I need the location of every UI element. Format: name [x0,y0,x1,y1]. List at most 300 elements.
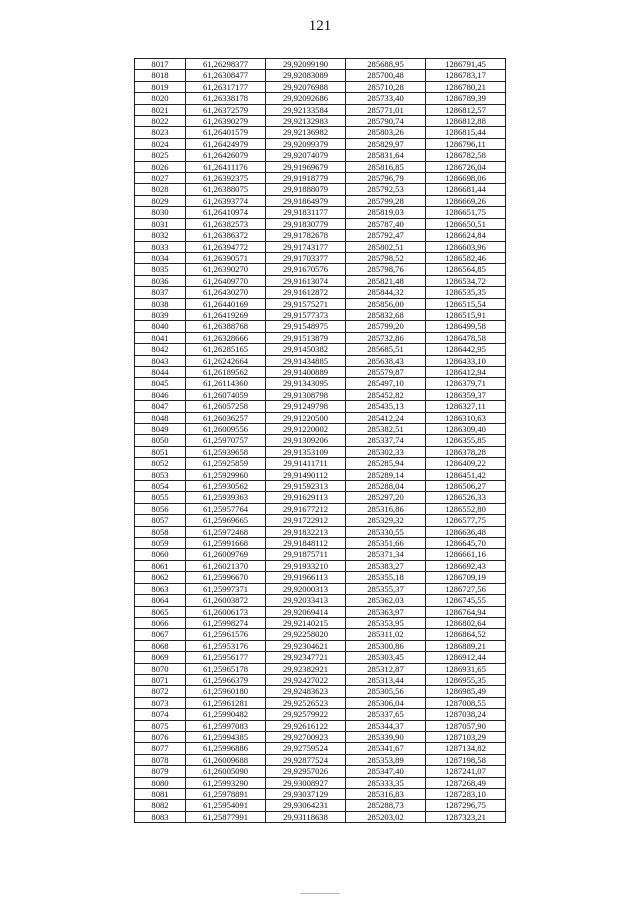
latitude-cell: 61,26338178 [186,93,266,104]
longitude-cell: 29,92132983 [266,116,346,127]
y-coordinate-cell: 1286789,39 [426,93,506,104]
x-coordinate-cell: 285362,03 [346,595,426,606]
y-coordinate-cell: 1286661,16 [426,549,506,560]
longitude-cell: 29,92877524 [266,754,346,765]
longitude-cell: 29,91831177 [266,207,346,218]
y-coordinate-cell: 1286603,96 [426,241,506,252]
x-coordinate-cell: 285337,65 [346,709,426,720]
y-coordinate-cell: 1286355,85 [426,435,506,446]
x-coordinate-cell: 285799,20 [346,321,426,332]
y-coordinate-cell: 1287323,21 [426,811,506,822]
x-coordinate-cell: 285316,83 [346,789,426,800]
x-coordinate-cell: 285313,44 [346,674,426,685]
x-coordinate-cell: 285383,27 [346,560,426,571]
x-coordinate-cell: 285363,97 [346,606,426,617]
table-row [135,59,506,70]
y-coordinate-cell: 1286359,37 [426,389,506,400]
longitude-cell: 29,91411711 [266,458,346,469]
latitude-cell: 61,26390279 [186,116,266,127]
table-row [135,560,506,571]
x-coordinate-cell: 285802,51 [346,241,426,252]
latitude-cell: 61,26114360 [186,378,266,389]
table-row [135,241,506,252]
point-number-cell: 8039 [135,309,186,320]
x-coordinate-cell: 285832,68 [346,309,426,320]
longitude-cell: 29,91832213 [266,526,346,537]
x-coordinate-cell: 285638,43 [346,355,426,366]
latitude-cell: 61,25993290 [186,777,266,788]
y-coordinate-cell: 1286650,51 [426,218,506,229]
point-number-cell: 8030 [135,207,186,218]
table-row [135,663,506,674]
point-number-cell: 8020 [135,93,186,104]
table-row [135,424,506,435]
latitude-cell: 61,25998274 [186,617,266,628]
page-number: 121 [308,18,332,34]
point-number-cell: 8082 [135,800,186,811]
longitude-cell: 29,93064231 [266,800,346,811]
x-coordinate-cell: 285330,55 [346,526,426,537]
x-coordinate-cell: 285311,02 [346,629,426,640]
latitude-cell: 61,26394772 [186,241,266,252]
point-number-cell: 8062 [135,572,186,583]
longitude-cell: 29,91490112 [266,469,346,480]
latitude-cell: 61,25991668 [186,538,266,549]
longitude-cell: 29,93118638 [266,811,346,822]
x-coordinate-cell: 285347,40 [346,766,426,777]
table-row [135,606,506,617]
x-coordinate-cell: 285355,37 [346,583,426,594]
y-coordinate-cell: 1286727,56 [426,583,506,594]
table-row [135,709,506,720]
latitude-cell: 61,26388075 [186,184,266,195]
longitude-cell: 29,91670576 [266,264,346,275]
latitude-cell: 61,25969665 [186,515,266,526]
x-coordinate-cell: 285710,28 [346,81,426,92]
table-row [135,275,506,286]
x-coordinate-cell: 285790,74 [346,116,426,127]
point-number-cell: 8056 [135,503,186,514]
longitude-cell: 29,92957026 [266,766,346,777]
y-coordinate-cell: 1286985,49 [426,686,506,697]
y-coordinate-cell: 1287296,75 [426,800,506,811]
longitude-cell: 29,91434885 [266,355,346,366]
point-number-cell: 8065 [135,606,186,617]
point-number-cell: 8040 [135,321,186,332]
latitude-cell: 61,25997371 [186,583,266,594]
x-coordinate-cell: 285821,48 [346,275,426,286]
longitude-cell: 29,91513879 [266,332,346,343]
point-number-cell: 8019 [135,81,186,92]
point-number-cell: 8043 [135,355,186,366]
y-coordinate-cell: 1286955,35 [426,674,506,685]
table-row [135,617,506,628]
table-row [135,116,506,127]
point-number-cell: 8063 [135,583,186,594]
y-coordinate-cell: 1286636,48 [426,526,506,537]
y-coordinate-cell: 1286577,75 [426,515,506,526]
point-number-cell: 8051 [135,446,186,457]
y-coordinate-cell: 1286552,80 [426,503,506,514]
x-coordinate-cell: 285412,24 [346,412,426,423]
x-coordinate-cell: 285799,28 [346,195,426,206]
table-row [135,789,506,800]
latitude-cell: 61,25956177 [186,652,266,663]
point-number-cell: 8022 [135,116,186,127]
table-row [135,652,506,663]
longitude-cell: 29,92099379 [266,138,346,149]
x-coordinate-cell: 285798,76 [346,264,426,275]
table-row [135,492,506,503]
point-number-cell: 8046 [135,389,186,400]
x-coordinate-cell: 285819,03 [346,207,426,218]
latitude-cell: 61,25966379 [186,674,266,685]
longitude-cell: 29,91918779 [266,173,346,184]
point-number-cell: 8076 [135,731,186,742]
x-coordinate-cell: 285685,51 [346,344,426,355]
table-row [135,526,506,537]
longitude-cell: 29,92140215 [266,617,346,628]
latitude-cell: 61,25990482 [186,709,266,720]
x-coordinate-cell: 285688,95 [346,59,426,70]
longitude-cell: 29,91309206 [266,435,346,446]
latitude-cell: 61,26189562 [186,366,266,377]
x-coordinate-cell: 285844,32 [346,287,426,298]
longitude-cell: 29,91782678 [266,230,346,241]
point-number-cell: 8058 [135,526,186,537]
latitude-cell: 61,26009556 [186,424,266,435]
point-number-cell: 8044 [135,366,186,377]
y-coordinate-cell: 1287198,58 [426,754,506,765]
longitude-cell: 29,91830779 [266,218,346,229]
y-coordinate-cell: 1287268,49 [426,777,506,788]
longitude-cell: 29,92483623 [266,686,346,697]
x-coordinate-cell: 285831,64 [346,150,426,161]
latitude-cell: 61,26424979 [186,138,266,149]
table-row [135,811,506,822]
point-number-cell: 8050 [135,435,186,446]
x-coordinate-cell: 285288,73 [346,800,426,811]
y-coordinate-cell: 1287103,29 [426,731,506,742]
x-coordinate-cell: 285339,90 [346,731,426,742]
point-number-cell: 8031 [135,218,186,229]
longitude-cell: 29,91220002 [266,424,346,435]
latitude-cell: 61,26003872 [186,595,266,606]
y-coordinate-cell: 1287057,90 [426,720,506,731]
latitude-cell: 61,25996886 [186,743,266,754]
x-coordinate-cell: 285435,13 [346,401,426,412]
x-coordinate-cell: 285353,89 [346,754,426,765]
table-row [135,674,506,685]
table-row [135,287,506,298]
x-coordinate-cell: 285203,02 [346,811,426,822]
latitude-cell: 61,25925859 [186,458,266,469]
latitude-cell: 61,26393774 [186,195,266,206]
table-row [135,412,506,423]
point-number-cell: 8078 [135,754,186,765]
x-coordinate-cell: 285288,04 [346,481,426,492]
table-row [135,321,506,332]
x-coordinate-cell: 285344,37 [346,720,426,731]
longitude-cell: 29,92382921 [266,663,346,674]
table-row [135,583,506,594]
latitude-cell: 61,26390270 [186,264,266,275]
y-coordinate-cell: 1286669,26 [426,195,506,206]
longitude-cell: 29,92033413 [266,595,346,606]
longitude-cell: 29,91864979 [266,195,346,206]
latitude-cell: 61,26382573 [186,218,266,229]
x-coordinate-cell: 285353,95 [346,617,426,628]
point-number-cell: 8061 [135,560,186,571]
table-row [135,207,506,218]
y-coordinate-cell: 1286780,21 [426,81,506,92]
y-coordinate-cell: 1286692,43 [426,560,506,571]
table-row [135,127,506,138]
point-number-cell: 8055 [135,492,186,503]
y-coordinate-cell: 1287283,10 [426,789,506,800]
y-coordinate-cell: 1286645,70 [426,538,506,549]
y-coordinate-cell: 1287038,24 [426,709,506,720]
y-coordinate-cell: 1286409,22 [426,458,506,469]
y-coordinate-cell: 1286651,75 [426,207,506,218]
longitude-cell: 29,91629113 [266,492,346,503]
latitude-cell: 61,25877991 [186,811,266,822]
latitude-cell: 61,25929960 [186,469,266,480]
y-coordinate-cell: 1286309,40 [426,424,506,435]
latitude-cell: 61,25939658 [186,446,266,457]
table-row [135,150,506,161]
longitude-cell: 29,91577373 [266,309,346,320]
point-number-cell: 8069 [135,652,186,663]
x-coordinate-cell: 285792,47 [346,230,426,241]
x-coordinate-cell: 285816,85 [346,161,426,172]
table-row [135,355,506,366]
latitude-cell: 61,25978891 [186,789,266,800]
longitude-cell: 29,92092686 [266,93,346,104]
longitude-cell: 29,91249798 [266,401,346,412]
table-row [135,481,506,492]
longitude-cell: 29,92099190 [266,59,346,70]
latitude-cell: 61,25939363 [186,492,266,503]
x-coordinate-cell: 285579,87 [346,366,426,377]
y-coordinate-cell: 1286782,58 [426,150,506,161]
point-number-cell: 8027 [135,173,186,184]
table-row [135,173,506,184]
x-coordinate-cell: 285733,40 [346,93,426,104]
longitude-cell: 29,91400889 [266,366,346,377]
table-row [135,503,506,514]
x-coordinate-cell: 285829,97 [346,138,426,149]
x-coordinate-cell: 285771,01 [346,104,426,115]
x-coordinate-cell: 285341,67 [346,743,426,754]
y-coordinate-cell: 1286624,84 [426,230,506,241]
latitude-cell: 61,26401579 [186,127,266,138]
longitude-cell: 29,91703377 [266,252,346,263]
latitude-cell: 61,26372579 [186,104,266,115]
latitude-cell: 61,25930562 [186,481,266,492]
y-coordinate-cell: 1286912,44 [426,652,506,663]
latitude-cell: 61,25997083 [186,720,266,731]
point-number-cell: 8035 [135,264,186,275]
y-coordinate-cell: 1286378,28 [426,446,506,457]
point-number-cell: 8033 [135,241,186,252]
table-row [135,378,506,389]
point-number-cell: 8049 [135,424,186,435]
longitude-cell: 29,92258020 [266,629,346,640]
x-coordinate-cell: 285732,86 [346,332,426,343]
x-coordinate-cell: 285700,48 [346,70,426,81]
x-coordinate-cell: 285303,45 [346,652,426,663]
x-coordinate-cell: 285306,04 [346,697,426,708]
table-row [135,629,506,640]
point-number-cell: 8053 [135,469,186,480]
y-coordinate-cell: 1286582,46 [426,252,506,263]
table-row [135,230,506,241]
latitude-cell: 61,25957764 [186,503,266,514]
longitude-cell: 29,92083089 [266,70,346,81]
latitude-cell: 61,26411176 [186,161,266,172]
longitude-cell: 29,91743177 [266,241,346,252]
longitude-cell: 29,92133584 [266,104,346,115]
latitude-cell: 61,25994385 [186,731,266,742]
table-row [135,81,506,92]
x-coordinate-cell: 285355,18 [346,572,426,583]
coordinates-table-body [135,59,506,823]
table-row [135,697,506,708]
table-row [135,309,506,320]
point-number-cell: 8059 [135,538,186,549]
latitude-cell: 61,26440169 [186,298,266,309]
point-number-cell: 8028 [135,184,186,195]
latitude-cell: 61,26285165 [186,344,266,355]
table-row [135,252,506,263]
y-coordinate-cell: 1286796,11 [426,138,506,149]
y-coordinate-cell: 1286327,11 [426,401,506,412]
point-number-cell: 8073 [135,697,186,708]
y-coordinate-cell: 1286310,63 [426,412,506,423]
y-coordinate-cell: 1286745,55 [426,595,506,606]
point-number-cell: 8036 [135,275,186,286]
point-number-cell: 8018 [135,70,186,81]
table-row [135,515,506,526]
point-number-cell: 8075 [135,720,186,731]
latitude-cell: 61,26410974 [186,207,266,218]
x-coordinate-cell: 285452,82 [346,389,426,400]
longitude-cell: 29,92076988 [266,81,346,92]
point-number-cell: 8021 [135,104,186,115]
y-coordinate-cell: 1286931,65 [426,663,506,674]
longitude-cell: 29,91888079 [266,184,346,195]
latitude-cell: 61,26388768 [186,321,266,332]
y-coordinate-cell: 1286709,19 [426,572,506,583]
point-number-cell: 8041 [135,332,186,343]
table-row [135,104,506,115]
point-number-cell: 8032 [135,230,186,241]
x-coordinate-cell: 285796,79 [346,173,426,184]
longitude-cell: 29,92000313 [266,583,346,594]
point-number-cell: 8034 [135,252,186,263]
x-coordinate-cell: 285787,40 [346,218,426,229]
longitude-cell: 29,91612872 [266,287,346,298]
longitude-cell: 29,91677212 [266,503,346,514]
point-number-cell: 8080 [135,777,186,788]
point-number-cell: 8068 [135,640,186,651]
point-number-cell: 8045 [135,378,186,389]
table-row [135,469,506,480]
table-row [135,686,506,697]
y-coordinate-cell: 1286815,44 [426,127,506,138]
table-row [135,218,506,229]
longitude-cell: 29,92074079 [266,150,346,161]
longitude-cell: 29,92579922 [266,709,346,720]
point-number-cell: 8024 [135,138,186,149]
table-row [135,777,506,788]
y-coordinate-cell: 1286526,33 [426,492,506,503]
point-number-cell: 8057 [135,515,186,526]
latitude-cell: 61,26392375 [186,173,266,184]
table-row [135,572,506,583]
point-number-cell: 8081 [135,789,186,800]
table-row [135,344,506,355]
y-coordinate-cell: 1286864,52 [426,629,506,640]
table-row [135,538,506,549]
y-coordinate-cell: 1286698,06 [426,173,506,184]
table-row [135,184,506,195]
latitude-cell: 61,26009688 [186,754,266,765]
y-coordinate-cell: 1286433,10 [426,355,506,366]
latitude-cell: 61,25954091 [186,800,266,811]
latitude-cell: 61,25961281 [186,697,266,708]
latitude-cell: 61,25972468 [186,526,266,537]
point-number-cell: 8060 [135,549,186,560]
y-coordinate-cell: 1286534,72 [426,275,506,286]
latitude-cell: 61,26426079 [186,150,266,161]
latitude-cell: 61,26057258 [186,401,266,412]
x-coordinate-cell: 285305,56 [346,686,426,697]
point-number-cell: 8071 [135,674,186,685]
y-coordinate-cell: 1287241,07 [426,766,506,777]
x-coordinate-cell: 285329,32 [346,515,426,526]
latitude-cell: 61,25970757 [186,435,266,446]
point-number-cell: 8072 [135,686,186,697]
y-coordinate-cell: 1286802,64 [426,617,506,628]
latitude-cell: 61,26409770 [186,275,266,286]
latitude-cell: 61,26328666 [186,332,266,343]
longitude-cell: 29,92616122 [266,720,346,731]
point-number-cell: 8066 [135,617,186,628]
longitude-cell: 29,91848112 [266,538,346,549]
latitude-cell: 61,26390571 [186,252,266,263]
table-row [135,298,506,309]
table-row [135,93,506,104]
table-row [135,446,506,457]
longitude-cell: 29,91722912 [266,515,346,526]
y-coordinate-cell: 1286681,44 [426,184,506,195]
footer-rule [300,893,340,894]
latitude-cell: 61,25996670 [186,572,266,583]
latitude-cell: 61,25961576 [186,629,266,640]
table-row [135,389,506,400]
longitude-cell: 29,91875711 [266,549,346,560]
point-number-cell: 8017 [135,59,186,70]
table-row [135,743,506,754]
longitude-cell: 29,91592313 [266,481,346,492]
latitude-cell: 61,26021370 [186,560,266,571]
latitude-cell: 61,26419269 [186,309,266,320]
latitude-cell: 61,26074059 [186,389,266,400]
coordinates-table [134,58,506,823]
table-row [135,595,506,606]
